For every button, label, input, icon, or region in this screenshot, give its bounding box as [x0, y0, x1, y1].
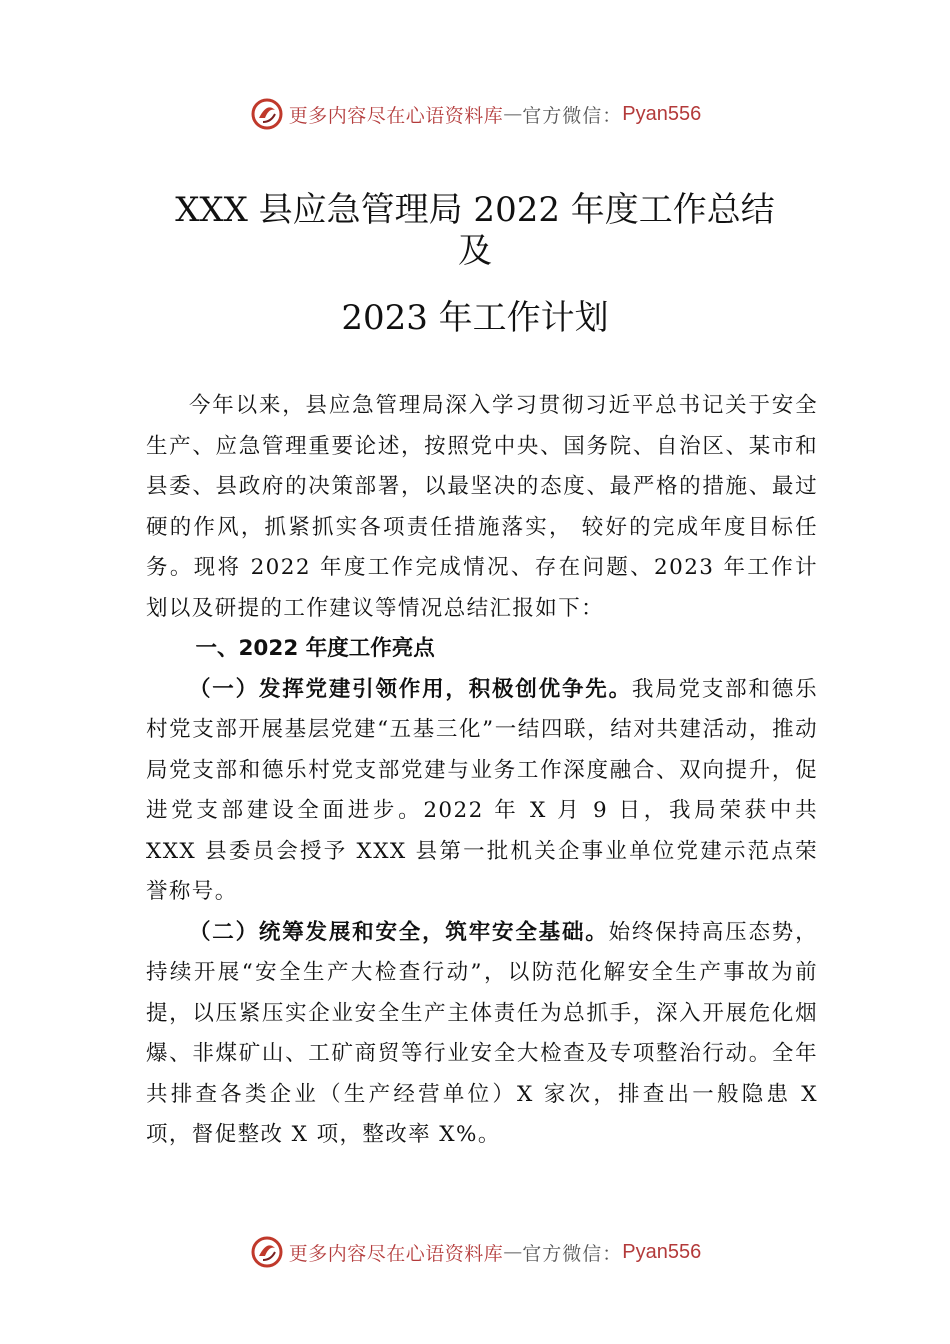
section-1-heading: 一、2022 年度工作亮点: [195, 636, 435, 661]
section-1-item-1-body: 我局党支部和德乐村党支部开展基层党建“五基三化”一结四联，结对共建活动，推动局党支部和德乐村党支部党建与业务工作深度融合、双向提升，促进党支部建设全面进步。2022 年 X 月 9 日，我局荣获中共 XXX 县委员会授予 XXX 县第一批机关企事业单位党建示范点荣誉称号。: [146, 676, 819, 904]
document-body: [146, 386, 818, 1156]
watermark-text: 更多内容尽在心语资料库: [288, 1242, 504, 1265]
section-1-item-2-subhead: （二）统筹发展和安全，筑牢安全基础。: [189, 919, 609, 945]
section-1-item-1: [146, 670, 818, 913]
watermark-wechat-id: Pyan556: [622, 102, 702, 125]
red-swirl-logo-icon: [249, 96, 285, 132]
document-title-line-1: XXX 县应急管理局 2022 年度工作总结: [175, 190, 775, 230]
watermark-banner-top: [0, 92, 950, 136]
document-title-line-3: 2023 年工作计划: [341, 298, 609, 338]
document-title-line-2: 及: [458, 231, 492, 271]
watermark-banner-bottom: [0, 1230, 950, 1274]
watermark-text: 更多内容尽在心语资料库: [288, 104, 504, 127]
watermark-label: 官方微信：: [522, 1242, 623, 1265]
section-1-item-2-body: 始终保持高压态势，持续开展“安全生产大检查行动”，以防范化解安全生产事故为前提，以压紧压实企业安全生产主体责任为总抓手，深入开展危化烟爆、非煤矿山、工矿商贸等行业安全大检查及专项整治行动。全年共排查各类企业（生产经营单位）X 家次，排查出一般隐患 X 项，督促整改 X 项，整改率 X%。: [146, 919, 818, 1147]
section-1-item-2: [146, 913, 818, 1156]
watermark-separator: —: [503, 1241, 523, 1263]
watermark-label: 官方微信：: [522, 104, 623, 127]
watermark-wechat-id: Pyan556: [622, 1240, 702, 1263]
watermark-separator: —: [503, 103, 523, 125]
intro-paragraph: 今年以来，县应急管理局深入学习贯彻习近平总书记关于安全生产、应急管理重要论述，按照党中央、国务院、自治区、某市和县委、县政府的决策部署，以最坚决的态度、最严格的措施、最过硬的作风，抓紧抓实各项责任措施落实， 较好的完成年度目标任务。现将 2022 年度工作完成情况、存在问题、2023 年工作计划以及研提的工作建议等情况总结汇报如下：: [146, 393, 818, 621]
red-swirl-logo-icon: [249, 1234, 285, 1270]
section-1-item-1-subhead: （一）发挥党建引领作用，积极创优争先。: [189, 676, 632, 702]
